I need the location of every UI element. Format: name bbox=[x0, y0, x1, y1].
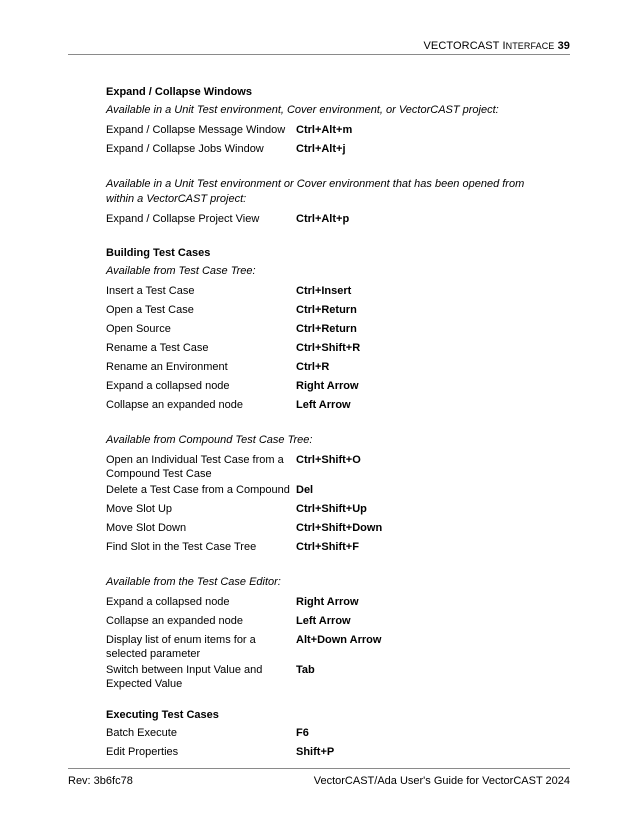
shortcut-action: Rename an Environment bbox=[106, 361, 228, 373]
shortcut-action: Expand / Collapse Project View bbox=[106, 213, 260, 225]
shortcut-keys: Shift+P bbox=[296, 746, 335, 758]
shortcut-keys: F6 bbox=[296, 727, 309, 739]
shortcut-row bbox=[106, 451, 536, 481]
availability-note: Available in a Unit Test environment or Cover environment that has been opened from within a VectorCAST project: bbox=[106, 178, 525, 205]
guide-title: VectorCAST/Ada User's Guide for VectorCAST 2024 bbox=[313, 775, 570, 787]
shortcut-action: Expand a collapsed node bbox=[106, 596, 230, 608]
page-number: 39 bbox=[557, 40, 570, 52]
shortcut-row bbox=[106, 140, 536, 159]
shortcut-row bbox=[106, 210, 536, 229]
shortcut-list bbox=[106, 593, 536, 691]
shortcut-keys: Right Arrow bbox=[296, 380, 359, 392]
section-heading-building: Building Test Cases bbox=[106, 247, 211, 259]
shortcut-keys: Tab bbox=[296, 664, 315, 676]
shortcut-row bbox=[106, 377, 536, 396]
shortcut-row bbox=[106, 481, 536, 500]
shortcut-keys: Del bbox=[296, 484, 314, 496]
shortcut-action: Display list of enum items for a selected parameter bbox=[106, 634, 256, 660]
title-interface-initial: I bbox=[502, 40, 506, 52]
title-interface-rest: NTERFACE bbox=[505, 41, 555, 51]
shortcut-row bbox=[106, 339, 536, 358]
shortcut-action: Switch between Input Value and Expected Value bbox=[106, 664, 263, 690]
shortcut-row bbox=[106, 661, 536, 691]
shortcut-keys: Right Arrow bbox=[296, 596, 359, 608]
title-brand: VECTOR bbox=[423, 40, 470, 52]
shortcut-keys: Ctrl+Shift+O bbox=[296, 454, 361, 466]
shortcut-row bbox=[106, 121, 536, 140]
shortcut-row bbox=[106, 593, 536, 612]
section-heading-expand-collapse: Expand / Collapse Windows bbox=[106, 86, 252, 98]
running-title bbox=[423, 40, 570, 52]
shortcut-action: Collapse an expanded node bbox=[106, 615, 244, 627]
page-footer bbox=[68, 768, 570, 799]
availability-note: Available from Compound Test Case Tree: bbox=[106, 434, 313, 446]
shortcut-row bbox=[106, 724, 536, 743]
shortcut-keys: Ctrl+Return bbox=[296, 304, 357, 316]
shortcut-action: Open Source bbox=[106, 323, 171, 335]
shortcut-row bbox=[106, 538, 536, 557]
availability-note: Available from Test Case Tree: bbox=[106, 265, 256, 277]
shortcut-row bbox=[106, 320, 536, 339]
shortcut-list bbox=[106, 724, 536, 762]
availability-note: Available from the Test Case Editor: bbox=[106, 576, 281, 588]
shortcut-action: Open an Individual Test Case from a Compound Test Case bbox=[106, 454, 284, 480]
shortcut-list bbox=[106, 210, 536, 229]
shortcut-action: Batch Execute bbox=[106, 727, 177, 739]
shortcut-keys: Ctrl+R bbox=[296, 361, 330, 373]
shortcut-row bbox=[106, 519, 536, 538]
shortcut-keys: Ctrl+Alt+p bbox=[296, 213, 350, 225]
shortcut-keys: Ctrl+Return bbox=[296, 323, 357, 335]
shortcut-action: Rename a Test Case bbox=[106, 342, 209, 354]
shortcut-action: Move Slot Up bbox=[106, 503, 173, 515]
shortcut-keys: Ctrl+Alt+m bbox=[296, 124, 353, 136]
shortcut-row bbox=[106, 612, 536, 631]
shortcut-keys: Ctrl+Shift+Down bbox=[296, 522, 383, 534]
shortcut-row bbox=[106, 743, 536, 762]
shortcut-keys: Left Arrow bbox=[296, 615, 351, 627]
shortcut-list bbox=[106, 451, 536, 557]
section-heading-executing: Executing Test Cases bbox=[106, 709, 219, 721]
shortcut-keys: Left Arrow bbox=[296, 399, 351, 411]
page-content bbox=[106, 84, 536, 762]
shortcut-action: Edit Properties bbox=[106, 746, 179, 758]
shortcut-row bbox=[106, 301, 536, 320]
shortcut-action: Expand a collapsed node bbox=[106, 380, 230, 392]
shortcut-keys: Ctrl+Shift+Up bbox=[296, 503, 367, 515]
shortcut-keys: Alt+Down Arrow bbox=[296, 634, 382, 646]
shortcut-row bbox=[106, 396, 536, 415]
page-header bbox=[68, 28, 570, 55]
shortcut-action: Insert a Test Case bbox=[106, 285, 195, 297]
shortcut-keys: Ctrl+Insert bbox=[296, 285, 352, 297]
shortcut-action: Expand / Collapse Jobs Window bbox=[106, 143, 264, 155]
shortcut-keys: Ctrl+Alt+j bbox=[296, 143, 346, 155]
title-brand-rest: CAST bbox=[469, 40, 500, 52]
shortcut-keys: Ctrl+Shift+F bbox=[296, 541, 359, 553]
shortcut-action: Delete a Test Case from a Compound bbox=[106, 484, 290, 496]
shortcut-action: Open a Test Case bbox=[106, 304, 194, 316]
shortcut-list bbox=[106, 121, 536, 159]
shortcut-action: Find Slot in the Test Case Tree bbox=[106, 541, 257, 553]
revision-label: Rev: 3b6fc78 bbox=[68, 775, 133, 787]
shortcut-action: Expand / Collapse Message Window bbox=[106, 124, 286, 136]
shortcut-action: Collapse an expanded node bbox=[106, 399, 244, 411]
availability-note: Available in a Unit Test environment, Cover environment, or VectorCAST project: bbox=[106, 104, 499, 116]
shortcut-row bbox=[106, 358, 536, 377]
shortcut-list bbox=[106, 282, 536, 415]
shortcut-row bbox=[106, 282, 536, 301]
shortcut-row bbox=[106, 500, 536, 519]
shortcut-keys: Ctrl+Shift+R bbox=[296, 342, 361, 354]
shortcut-action: Move Slot Down bbox=[106, 522, 187, 534]
shortcut-row bbox=[106, 631, 536, 661]
